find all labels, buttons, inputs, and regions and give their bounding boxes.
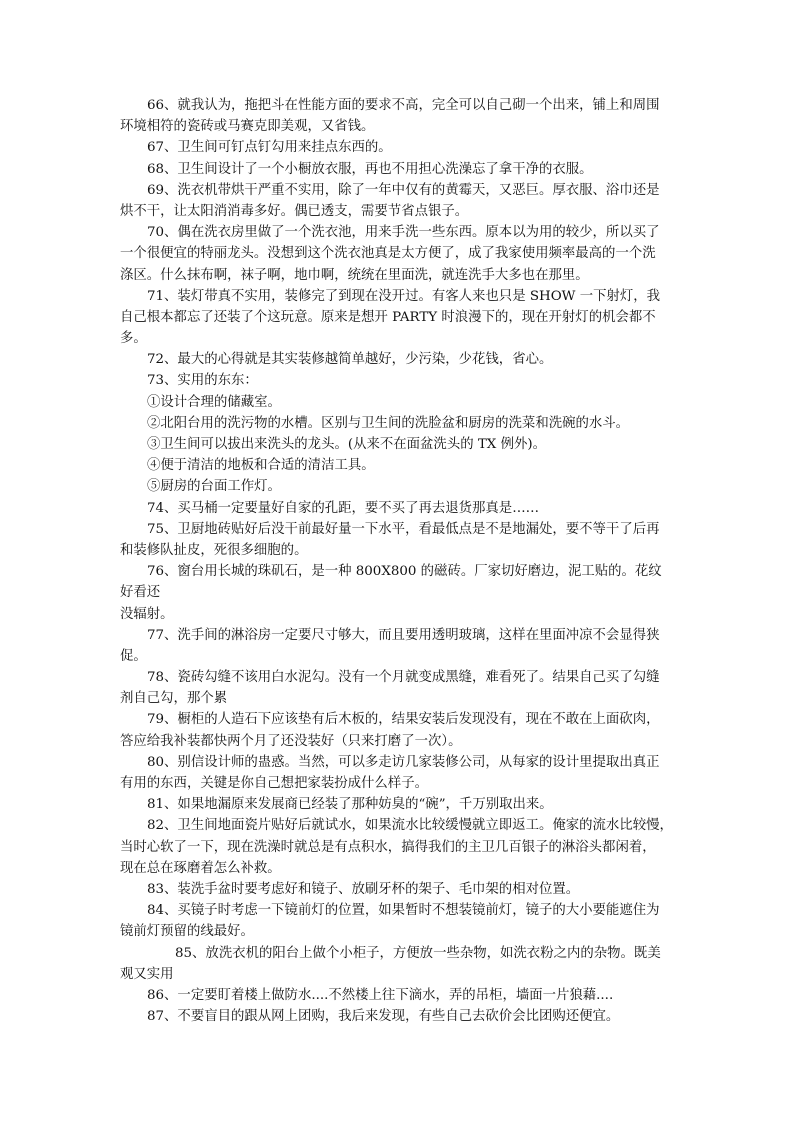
text-line: 观又实用 — [120, 966, 174, 982]
text-line: 自己根本都忘了还装了个这玩意。原来是想开 PARTY 时浪漫下的，现在开射灯的机会都不 — [120, 309, 656, 325]
text-line: 78、瓷砖勾缝不该用白水泥勾。没有一个月就变成黑缝，难看死了。结果自己买了勾缝 — [147, 670, 660, 686]
text-line: 镜前灯预留的线最好。 — [120, 924, 254, 940]
text-line: 79、橱柜的人造石下应该垫有后木板的，结果安装后发现没有，现在不敢在上面砍肉， — [147, 712, 660, 728]
text-line: 86、一定要盯着楼上做防水....不然楼上往下滴水，弄的吊柜，墙面一片狼藉.... — [147, 987, 614, 1003]
text-line: 74、买马桶一定要量好自家的孔距，要不买了再去退货那真是…… — [147, 500, 539, 516]
text-line: 答应给我补装都快两个月了还没装好（只来打磨了一次）。 — [120, 733, 462, 749]
text-line: ④便于清洁的地板和合适的清洁工具。 — [147, 458, 375, 474]
text-line: 85、放洗衣机的阳台上做个小柜子，方便放一些杂物，如洗衣粉之内的杂物。既美 — [175, 945, 661, 961]
text-line: 多。 — [120, 331, 147, 347]
text-line: 80、别信设计师的蛊惑。当然，可以多走访几家装修公司，从每家的设计里提取出真正 — [147, 754, 660, 770]
text-line: 和装修队扯皮，死很多细胞的。 — [120, 542, 308, 558]
text-line: 77、洗手间的淋浴房一定要尺寸够大，而且要用透明玻璃，这样在里面冲凉不会显得狭 — [147, 627, 660, 643]
text-line: 一个很便宜的特丽龙头。没想到这个洗衣池真是太方便了，成了我家使用频率最高的一个洗 — [120, 246, 656, 262]
text-line: 环境相符的瓷砖或马赛克即美观，又省钱。 — [120, 119, 375, 135]
text-line: 烘不干，让太阳消消毒多好。偶已透支，需要节省点银子。 — [120, 203, 469, 219]
text-line: 75、卫厨地砖贴好后没干前最好量一下水平，看最低点是不是地漏处，要不等干了后再 — [147, 521, 660, 537]
text-line: 87、不要盲目的跟从网上团购，我后来发现，有些自己去砍价会比团购还便宜。 — [147, 1009, 620, 1025]
text-line: ⑤厨房的台面工作灯。 — [147, 479, 281, 495]
text-line: 没辐射。 — [120, 606, 174, 622]
text-line: 现在总在琢磨着怎么补救。 — [120, 860, 281, 876]
text-line: 促。 — [120, 648, 147, 664]
text-line: 67、卫生间可钉点钉勾用来挂点东西的。 — [147, 140, 392, 156]
text-line: 84、买镜子时考虑一下镜前灯的位置，如果暂时不想装镜前灯，镜子的大小要能遮住为 — [147, 903, 660, 919]
text-line: ①设计合理的储藏室。 — [147, 394, 281, 410]
text-line: 73、实用的东东： — [147, 373, 258, 389]
text-line: 81、如果地漏原来发展商已经装了那种妨臭的“碗”，千万别取出来。 — [147, 797, 553, 813]
text-line: 71、装灯带真不实用，装修完了到现在没开过。有客人来也只是 SHOW 一下射灯，我 — [147, 288, 661, 304]
text-line: 70、偶在洗衣房里做了一个洗衣池，用来手洗一些东西。原本以为用的较少，所以买了 — [147, 225, 660, 241]
text-line: 83、装洗手盆时要考虑好和镜子、放刷牙杯的架子、毛巾架的相对位置。 — [147, 881, 580, 897]
text-line: 76、窗台用长城的珠矶石，是一种 800X800 的磁砖。厂家切好磨边，泥工贴的。花纹 — [147, 564, 662, 580]
text-line: 涤区。什么抹布啊，袜子啊，地巾啊，统统在里面洗，就连洗手大多也在那里。 — [120, 267, 589, 283]
text-line: 68、卫生间设计了一个小橱放衣服，再也不用担心洗澡忘了拿干净的衣服。 — [147, 161, 593, 177]
text-line: 82、卫生间地面瓷片贴好后就试水，如果流水比较缓慢就立即返工。俺家的流水比较慢， — [147, 818, 673, 834]
text-line: 有用的东西，关键是你自己想把家装扮成什么样子。 — [120, 776, 428, 791]
text-line: ②北阳台用的洗污物的水槽。区别与卫生间的洗脸盆和厨房的洗菜和洗碗的水斗。 — [147, 415, 630, 431]
document-body — [120, 95, 676, 1027]
text-line: 剂自己勾，那个累 — [120, 691, 228, 707]
text-line: 66、就我认为，拖把斗在性能方面的要求不高，完全可以自己砌一个出来，铺上和周围 — [147, 98, 660, 113]
text-line: 好看还 — [120, 585, 161, 601]
text-line: ③卫生间可以拔出来洗头的龙头。(从来不在面盆洗头的 TX 例外)。 — [147, 437, 546, 452]
text-line: 72、最大的心得就是其实装修越简单越好，少污染，少花钱，省心。 — [147, 352, 553, 368]
text-line: 69、洗衣机带烘干严重不实用，除了一年中仅有的黄霉天，又恶巨。厚衣服、浴巾还是 — [147, 182, 660, 198]
text-line: 当时心软了一下，现在洗澡时就总是有点积水，搞得我们的主卫几百银子的淋浴头都闲着， — [120, 839, 656, 855]
